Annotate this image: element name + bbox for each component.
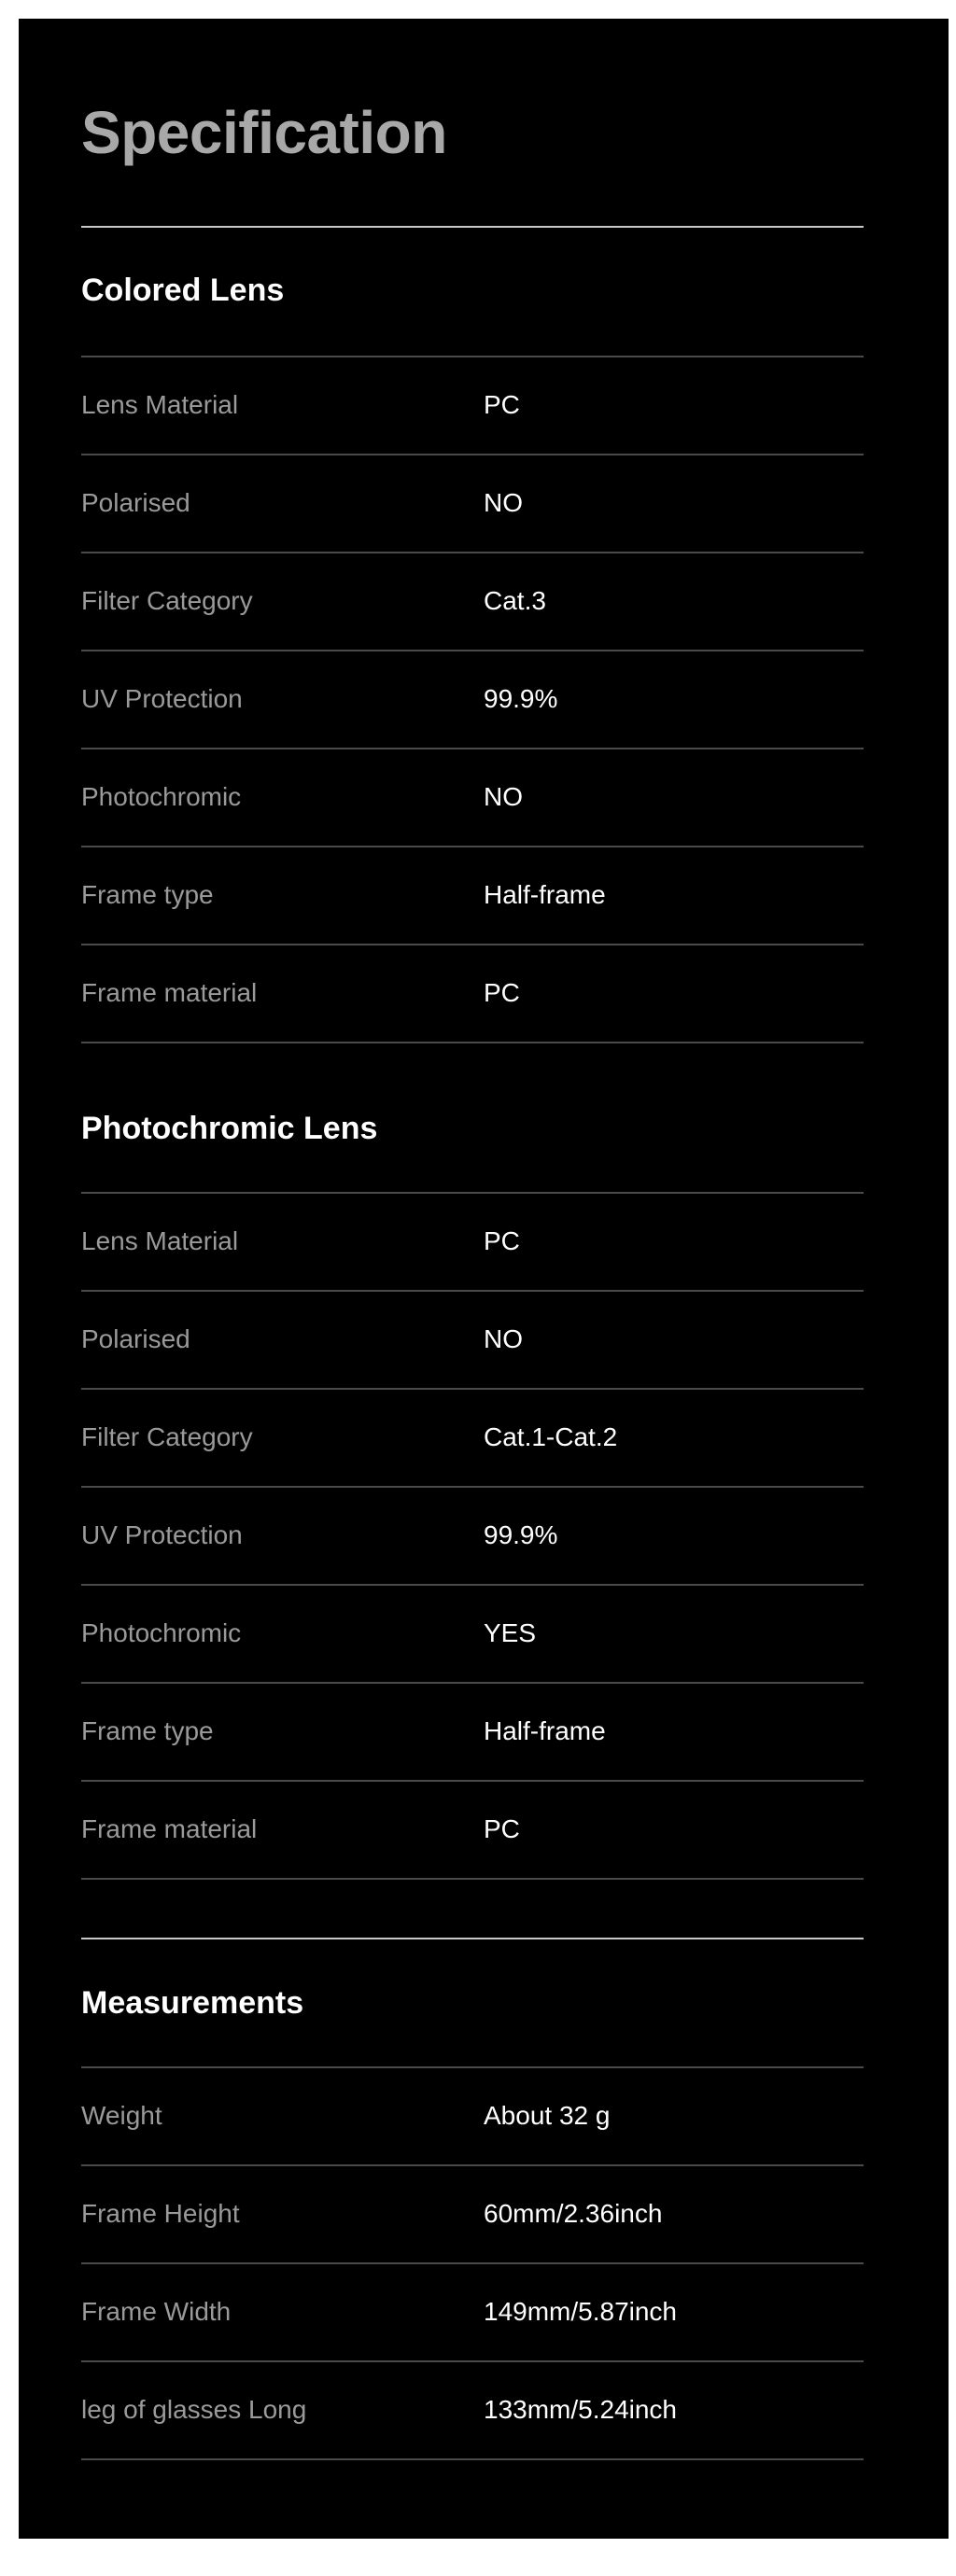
spec-row-filter-category (81, 553, 864, 650)
spec-row-frame-material (81, 945, 864, 1042)
spec-label: Weight (81, 2101, 162, 2130)
spec-value: About 32 g (484, 2101, 611, 2130)
spec-label: Frame Height (81, 2199, 240, 2228)
spec-label: Filter Category (81, 586, 253, 615)
spec-value: YES (484, 1618, 537, 1647)
spec-label: UV Protection (81, 684, 243, 713)
spec-label: Lens Material (81, 1226, 239, 1255)
spec-label: Photochromic (81, 782, 242, 811)
spec-value: PC (484, 978, 520, 1007)
spec-row-polarised (81, 1291, 864, 1388)
divider (81, 1042, 864, 1043)
spec-row-polarised (81, 455, 864, 552)
spec-value: PC (484, 1814, 520, 1843)
divider (81, 2458, 864, 2460)
spec-row-uv-protection (81, 1487, 864, 1584)
spec-value: Cat.1-Cat.2 (484, 1422, 618, 1451)
spec-row-frame-width (81, 2263, 864, 2360)
spec-label: Photochromic (81, 1618, 242, 1647)
section-heading-colored-lens: Colored Lens (81, 273, 285, 308)
spec-row-frame-material (81, 1781, 864, 1878)
spec-value: 149mm/5.87inch (484, 2297, 678, 2326)
spec-value: Cat.3 (484, 586, 546, 615)
title-divider (81, 226, 864, 228)
spec-label: Polarised (81, 488, 190, 517)
spec-label: Filter Category (81, 1422, 253, 1451)
spec-row-leg-length (81, 2361, 864, 2458)
divider (81, 1878, 864, 1880)
spec-row-lens-material (81, 1193, 864, 1290)
spec-value: Half-frame (484, 1716, 606, 1745)
spec-label: Frame type (81, 880, 214, 909)
spec-label: Lens Material (81, 390, 239, 419)
section-divider (81, 1938, 864, 1939)
spec-label: Frame Width (81, 2297, 232, 2326)
page-title: Specification (81, 99, 447, 166)
spec-row-filter-category (81, 1389, 864, 1486)
spec-row-frame-type (81, 847, 864, 944)
spec-row-frame-height (81, 2165, 864, 2262)
spec-row-frame-type (81, 1683, 864, 1780)
spec-value: 99.9% (484, 1520, 558, 1549)
spec-label: leg of glasses Long (81, 2395, 307, 2424)
spec-row-weight (81, 2067, 864, 2164)
spec-label: UV Protection (81, 1520, 243, 1549)
spec-value: Half-frame (484, 880, 606, 909)
spec-value: 99.9% (484, 684, 558, 713)
spec-label: Polarised (81, 1324, 190, 1353)
spec-value: NO (484, 1324, 523, 1353)
spec-value: NO (484, 488, 523, 517)
spec-label: Frame type (81, 1716, 214, 1745)
section-heading-photochromic-lens: Photochromic Lens (81, 1111, 378, 1146)
spec-value: 60mm/2.36inch (484, 2199, 663, 2228)
section-heading-measurements: Measurements (81, 1985, 304, 2021)
spec-value: 133mm/5.24inch (484, 2395, 678, 2424)
spec-label: Frame material (81, 1814, 258, 1843)
spec-row-uv-protection (81, 651, 864, 748)
spec-row-lens-material (81, 357, 864, 454)
spec-value: PC (484, 1226, 520, 1255)
spec-row-photochromic (81, 1585, 864, 1682)
spec-panel (19, 19, 949, 2539)
spec-value: NO (484, 782, 523, 811)
spec-row-photochromic (81, 749, 864, 846)
spec-value: PC (484, 390, 520, 419)
spec-label: Frame material (81, 978, 258, 1007)
